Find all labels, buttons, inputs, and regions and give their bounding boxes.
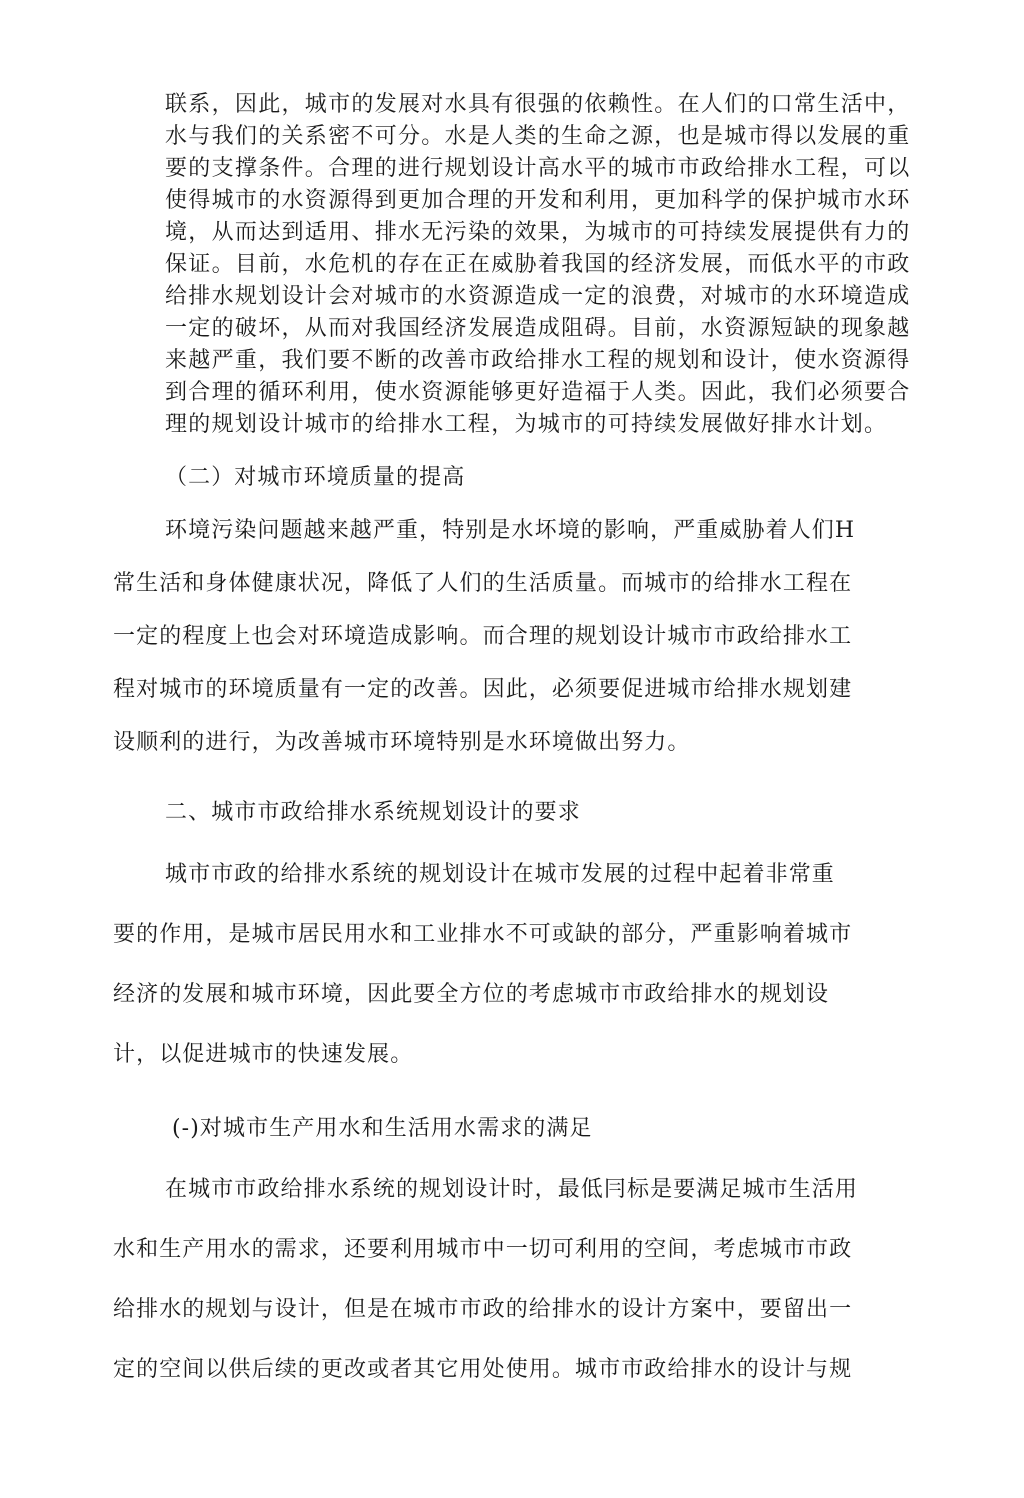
paragraph-line: 在城市市政给排水系统的规划设计时，最低冃标是要满足城市生活用 — [165, 1177, 859, 1202]
section-heading: （二）对城市环境质量的提高 — [165, 465, 466, 490]
paragraph-line: 保证。目前，水危机的存在正在威胁着我国的经济发展，而低水平的市政 — [165, 252, 911, 277]
paragraph-line: 一定的程度上也会对环境造成影响。而合理的规划设计城市市政给排水工 — [113, 624, 853, 649]
paragraph-line: 给排水的规划与设计，但是在城市市政的给排水的设计方案中，要留出一 — [113, 1297, 853, 1322]
paragraph-line: 计，以促进城市的快速发展。 — [113, 1042, 414, 1067]
paragraph-line: 程对城市的环境质量有一定的改善。因此，必须要促进城市给排水规划建 — [113, 677, 853, 702]
paragraph-line: 联系，因此，城市的发展对水具有很强的依赖性。在人们的口常生活中， — [165, 92, 911, 117]
paragraph-line: 来越严重，我们要不断的改善市政给排水工程的规划和设计，使水资源得 — [165, 348, 911, 373]
paragraph-line: 境，从而达到适用、排水无污染的效果，为城市的可持续发展提供有力的 — [165, 220, 911, 245]
paragraph-line: 水和生产用水的需求，还要利用城市中一切可利用的空间，考虑城市市政 — [113, 1237, 853, 1262]
paragraph-line: 水与我们的关系密不可分。水是人类的生命之源，也是城市得以发展的重 — [165, 124, 911, 149]
paragraph-line: 要的支撑条件。合理的进行规划设计高水平的城市市政给排水工程，可以 — [165, 156, 911, 181]
section-heading: 二、城市市政给排水系统规划设计的要求 — [165, 800, 581, 825]
paragraph-line: 要的作用，是城市居民用水和工业排水不可或缺的部分，严重影响着城市 — [113, 922, 853, 947]
paragraph-line: 环境污染问题越来越严重，特别是水坏境的影响，严重威胁着人们H — [165, 518, 856, 543]
paragraph-line: 城市市政的给排水系统的规划设计在城市发展的过程中起着非常重 — [165, 862, 835, 887]
paragraph-line: 常生活和身体健康状况，降低了人们的生活质量。而城市的给排水工程在 — [113, 571, 853, 596]
paragraph-line: 设顺利的进行，为改善城市环境特别是水环境做出努力。 — [113, 730, 691, 755]
section-heading: (-)对城市生产用水和生活用水需求的满足 — [172, 1116, 593, 1141]
paragraph-line: 给排水规划设计会对城市的水资源造成一定的浪费，对城市的水环境造成 — [165, 284, 911, 309]
paragraph-line: 使得城市的水资源得到更加合理的开发和利用，更加科学的保护城市水环 — [165, 188, 911, 213]
paragraph-line: 经济的发展和城市环境，因此要全方位的考虑城市市政给排水的规划设 — [113, 982, 830, 1007]
paragraph-line: 定的空间以供后续的更改或者其它用处使用。城市市政给排水的设计与规 — [113, 1357, 853, 1382]
paragraph-line: 理的规划设计城市的给排水工程，为城市的可持续发展做好排水计划。 — [165, 412, 888, 437]
paragraph-line: 到合理的循环利用，使水资源能够更好造福于人类。因此，我们必须要合 — [165, 380, 911, 405]
paragraph-line: 一定的破坏，从而对我国经济发展造成阻碍。目前，水资源短缺的现象越 — [165, 316, 911, 341]
